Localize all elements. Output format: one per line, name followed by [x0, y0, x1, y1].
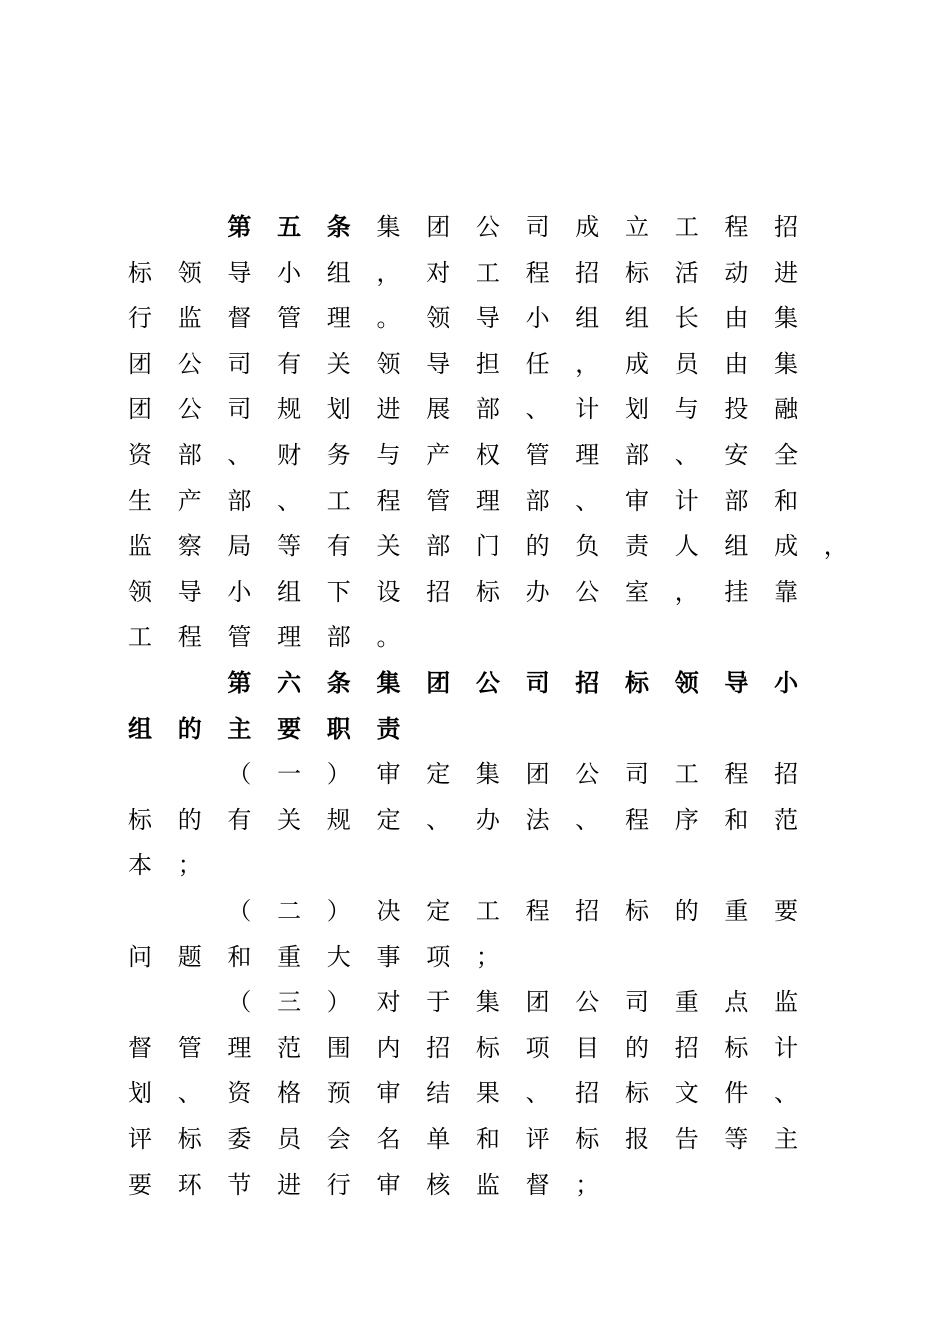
text-char: 条	[326, 212, 351, 241]
text-char: 立	[625, 213, 649, 241]
text-line	[0, 295, 950, 341]
text-char: 部	[525, 486, 550, 515]
text-char: 等	[277, 532, 302, 561]
text-char: 导	[724, 668, 749, 697]
text-char: 担	[475, 349, 500, 378]
text-char: 理	[227, 1033, 252, 1062]
text-char: 工	[674, 760, 699, 789]
text-char: 任	[525, 349, 550, 378]
text-char: 办	[475, 805, 500, 834]
text-char: 权	[475, 441, 500, 469]
text-char: 、	[525, 1079, 550, 1108]
text-char: 计	[575, 395, 600, 424]
text-char: 标	[724, 1033, 749, 1062]
text-char: 察	[177, 532, 202, 561]
text-char: 小	[277, 258, 302, 287]
text-char: 重	[674, 988, 699, 1017]
text-char: 主	[774, 1125, 799, 1153]
text-char: 程	[525, 258, 550, 287]
text-char: 主	[227, 713, 252, 743]
text-char: 导	[227, 258, 252, 287]
text-line	[0, 523, 950, 569]
text-char: 团	[426, 668, 451, 697]
text-char: 结	[426, 1079, 451, 1108]
text-char: 财	[277, 441, 302, 469]
text-char: 进	[277, 1170, 302, 1199]
text-char: 程	[724, 213, 749, 241]
text-char: 责	[625, 532, 649, 561]
text-char: 管	[227, 623, 252, 652]
text-char: 部	[326, 623, 351, 652]
text-char: ，	[674, 577, 699, 606]
text-char: 领	[128, 577, 152, 606]
text-char: 导	[426, 349, 451, 378]
text-char: 和	[724, 805, 749, 834]
text-char: 融	[774, 395, 799, 424]
text-char: 件	[724, 1079, 749, 1108]
text-char: 办	[525, 577, 550, 606]
text-char: 公	[177, 349, 202, 378]
text-char: 室	[625, 577, 649, 606]
text-line	[0, 614, 950, 660]
text-char: ；	[475, 942, 500, 971]
text-char: 与	[376, 441, 401, 469]
text-char: 要	[277, 713, 302, 743]
text-char: 公	[575, 577, 600, 606]
text-char: 全	[774, 441, 799, 469]
text-char: 下	[326, 577, 351, 606]
text-char: 五	[277, 212, 302, 241]
text-char: 重	[277, 942, 302, 971]
text-char: 会	[326, 1125, 351, 1153]
text-char: 公	[575, 988, 600, 1017]
text-char: 对	[376, 988, 401, 1017]
text-char: 招	[426, 577, 451, 606]
text-char: 要	[774, 897, 799, 925]
text-char: 内	[376, 1033, 401, 1062]
text-char: 的	[177, 805, 202, 834]
text-char: 决	[376, 897, 401, 925]
text-line	[0, 706, 950, 752]
text-line	[0, 1116, 950, 1162]
text-char: 节	[227, 1170, 252, 1199]
text-line	[0, 660, 950, 706]
text-char: 程	[525, 897, 550, 925]
text-char: 划	[326, 395, 351, 424]
text-line	[0, 569, 950, 615]
text-char: 标	[625, 668, 649, 697]
text-char: 工	[128, 623, 152, 652]
text-char: 报	[625, 1125, 649, 1153]
text-char: 大	[326, 942, 351, 971]
text-char: 靠	[774, 577, 799, 606]
text-char: 二	[277, 897, 302, 925]
text-char: ，	[575, 349, 600, 378]
text-char: （	[227, 897, 252, 925]
text-char: 招	[774, 213, 799, 241]
text-char: 司	[227, 395, 252, 424]
text-char: 关	[277, 805, 302, 834]
text-char: 的	[177, 713, 202, 743]
text-char: 司	[625, 760, 649, 789]
text-char: 产	[177, 486, 202, 515]
text-char: 理	[475, 486, 500, 515]
text-char: 范	[277, 1033, 302, 1062]
text-char: 工	[475, 258, 500, 287]
text-char: ）	[326, 988, 351, 1017]
text-char: 小	[774, 668, 799, 697]
text-char: 领	[426, 304, 451, 333]
text-char: 的	[525, 532, 550, 561]
text-char: 理	[326, 304, 351, 333]
text-char: 人	[674, 532, 699, 561]
text-char: 名	[376, 1125, 401, 1153]
text-char: 理	[575, 441, 600, 469]
text-char: 有	[326, 532, 351, 561]
text-line	[0, 1025, 950, 1071]
text-char: 导	[177, 577, 202, 606]
text-line	[0, 478, 950, 524]
text-char: 、	[674, 441, 699, 469]
text-char: 管	[426, 486, 451, 515]
text-char: 招	[774, 760, 799, 789]
text-char: 督	[227, 304, 252, 333]
text-char: 题	[177, 942, 202, 971]
text-char: 审	[376, 760, 401, 789]
text-char: 安	[724, 441, 749, 469]
text-char: 第	[227, 212, 252, 241]
text-char: 。	[376, 304, 401, 333]
text-char: 对	[426, 258, 451, 287]
text-char: 团	[128, 349, 152, 378]
text-char: 团	[525, 760, 550, 789]
text-char: 委	[227, 1125, 252, 1153]
text-line	[0, 797, 950, 843]
text-char: 点	[724, 988, 749, 1017]
text-char: 监	[475, 1170, 500, 1199]
text-char: 组	[128, 713, 152, 743]
text-char: 评	[128, 1125, 152, 1153]
text-char: 目	[575, 1033, 600, 1062]
text-char: 招	[575, 1079, 600, 1108]
text-char: 进	[376, 395, 401, 424]
text-char: 的	[625, 1033, 649, 1062]
text-char: 职	[326, 713, 351, 743]
text-char: 事	[376, 942, 401, 971]
text-char: 审	[376, 1170, 401, 1199]
text-char: 标	[128, 805, 152, 834]
text-char: 环	[177, 1170, 202, 1199]
text-char: 文	[674, 1079, 699, 1108]
text-char: 和	[774, 486, 799, 515]
text-char: 招	[575, 258, 600, 287]
text-char: 成	[575, 213, 600, 241]
text-char: 司	[227, 349, 252, 378]
text-char: 部	[625, 441, 649, 469]
text-char: 有	[227, 805, 252, 834]
text-char: 成	[625, 349, 649, 378]
text-char: 公	[177, 395, 202, 424]
text-char: 标	[625, 897, 649, 925]
text-char: 标	[625, 1079, 649, 1108]
text-char: 和	[227, 942, 252, 971]
text-char: 与	[674, 395, 699, 424]
text-char: 、	[277, 486, 302, 515]
text-char: 组	[724, 532, 749, 561]
text-char: 司	[525, 213, 550, 241]
text-char: 团	[128, 395, 152, 424]
text-char: 组	[277, 577, 302, 606]
text-char: 督	[128, 1033, 152, 1062]
text-char: 门	[475, 532, 500, 561]
text-char: 公	[475, 668, 500, 697]
text-char: 项	[525, 1033, 550, 1062]
text-char: 等	[724, 1125, 749, 1153]
text-char: 、	[227, 441, 252, 469]
text-char: 部	[475, 395, 500, 424]
text-char: 理	[277, 623, 302, 652]
text-char: 导	[475, 304, 500, 333]
text-line	[0, 751, 950, 797]
text-char: 行	[128, 304, 152, 333]
text-char: 组	[575, 304, 600, 333]
text-char: 领	[376, 349, 401, 378]
text-char: 、	[525, 395, 550, 424]
text-char: 标	[475, 1033, 500, 1062]
text-line	[0, 250, 950, 296]
text-char: 法	[525, 805, 550, 834]
text-char: 本	[128, 851, 152, 880]
text-char: 工	[326, 486, 351, 515]
text-char: 活	[674, 258, 699, 287]
text-char: 管	[177, 1033, 202, 1062]
text-char: 招	[426, 1033, 451, 1062]
text-line	[0, 386, 950, 432]
text-char: 挂	[724, 577, 749, 606]
text-line	[0, 842, 950, 888]
text-char: 招	[674, 1033, 699, 1062]
text-char: 由	[724, 349, 749, 378]
text-char: 审	[376, 1079, 401, 1108]
text-char: 长	[674, 304, 699, 333]
text-char: 小	[525, 304, 550, 333]
text-char: 重	[724, 897, 749, 925]
text-char: 划	[128, 1079, 152, 1108]
text-char: 集	[475, 760, 500, 789]
text-char: 负	[575, 532, 600, 561]
text-char: 设	[376, 577, 401, 606]
text-char: 部	[724, 486, 749, 515]
text-char: 的	[674, 897, 699, 925]
text-char: ，	[376, 258, 401, 287]
text-char: 组	[326, 258, 351, 287]
text-char: 组	[625, 304, 649, 333]
text-line	[0, 934, 950, 980]
text-char: 程	[625, 805, 649, 834]
text-char: 评	[525, 1125, 550, 1153]
text-char: 程	[724, 760, 749, 789]
text-char: 规	[277, 395, 302, 424]
text-char: 要	[128, 1170, 152, 1199]
text-char: 展	[426, 395, 451, 424]
text-char: 责	[376, 713, 401, 743]
text-line	[0, 432, 950, 478]
text-char: 部	[227, 486, 252, 515]
text-char: ）	[326, 760, 351, 789]
text-char: 、	[426, 805, 451, 834]
text-char: 范	[774, 805, 799, 834]
text-char: 标	[625, 258, 649, 287]
text-char: ；	[575, 1170, 600, 1199]
text-char: 审	[625, 486, 649, 515]
text-char: 集	[475, 988, 500, 1017]
text-char: 六	[277, 668, 302, 697]
text-char: 围	[326, 1033, 351, 1062]
text-char: 监	[177, 304, 202, 333]
text-char: 集	[376, 213, 401, 241]
text-char: 、	[177, 1079, 202, 1108]
text-char: 领	[674, 668, 699, 697]
text-char: ）	[326, 897, 351, 925]
text-char: 于	[426, 988, 451, 1017]
text-char: 单	[426, 1125, 451, 1153]
text-char: 标	[575, 1125, 600, 1153]
text-char: ，	[823, 532, 848, 561]
text-char: 序	[674, 805, 699, 834]
text-char: 、	[774, 1079, 799, 1108]
text-char: 部	[177, 441, 202, 469]
text-char: 标	[177, 1125, 202, 1153]
text-line	[0, 204, 950, 250]
text-char: 果	[475, 1079, 500, 1108]
text-char: 投	[724, 395, 749, 424]
text-char: 司	[625, 988, 649, 1017]
text-char: 一	[277, 760, 302, 789]
text-line	[0, 979, 950, 1025]
text-char: 局	[227, 532, 252, 561]
text-char: 工	[475, 897, 500, 925]
text-char: 监	[128, 532, 152, 561]
text-char: 动	[724, 258, 749, 287]
text-char: 程	[177, 623, 202, 652]
text-char: 团	[426, 213, 451, 241]
text-char: 小	[227, 577, 252, 606]
text-char: 公	[475, 213, 500, 241]
text-char: 计	[774, 1033, 799, 1062]
text-char: 、	[575, 486, 600, 515]
text-char: 、	[575, 805, 600, 834]
text-char: 行	[326, 1170, 351, 1199]
text-line	[0, 888, 950, 934]
text-char: 定	[376, 805, 401, 834]
text-char: 关	[376, 532, 401, 561]
text-char: 务	[326, 441, 351, 469]
text-char: 预	[326, 1079, 351, 1108]
text-char: 集	[774, 349, 799, 378]
text-char: 部	[426, 532, 451, 561]
text-char: 司	[525, 668, 550, 697]
text-char: 公	[575, 760, 600, 789]
text-char: 定	[426, 760, 451, 789]
text-char: 三	[277, 988, 302, 1017]
text-char: 招	[575, 897, 600, 925]
text-char: 规	[326, 805, 351, 834]
text-char: 有	[277, 349, 302, 378]
text-char: （	[227, 760, 252, 789]
text-char: 。	[376, 623, 401, 652]
text-char: 程	[376, 486, 401, 515]
text-char: 项	[426, 942, 451, 971]
text-line	[0, 1070, 950, 1116]
text-char: 工	[674, 213, 699, 241]
text-char: 生	[128, 486, 152, 515]
text-char: 团	[525, 988, 550, 1017]
text-char: （	[227, 988, 252, 1017]
text-char: ；	[177, 851, 202, 880]
text-char: 进	[774, 258, 799, 287]
text-char: 问	[128, 942, 152, 971]
text-char: 计	[674, 486, 699, 515]
text-char: 员	[674, 349, 699, 378]
text-char: 核	[426, 1170, 451, 1199]
text-char: 集	[774, 304, 799, 333]
text-char: 成	[774, 532, 799, 561]
text-char: 监	[774, 988, 799, 1017]
text-char: 领	[177, 258, 202, 287]
text-char: 资	[128, 441, 152, 469]
text-char: 第	[227, 668, 252, 697]
text-char: 资	[227, 1079, 252, 1108]
text-char: 由	[724, 304, 749, 333]
text-char: 督	[525, 1170, 550, 1199]
text-char: 招	[575, 668, 600, 697]
text-char: 格	[277, 1079, 302, 1108]
text-char: 产	[426, 441, 451, 469]
text-char: 标	[128, 258, 152, 287]
text-char: 管	[525, 441, 550, 469]
text-line	[0, 341, 950, 387]
text-char: 管	[277, 304, 302, 333]
text-char: 和	[475, 1125, 500, 1153]
text-char: 员	[277, 1125, 302, 1153]
text-line	[0, 1162, 950, 1208]
text-char: 关	[326, 349, 351, 378]
text-char: 条	[326, 668, 351, 697]
text-char: 告	[674, 1125, 699, 1153]
text-char: 定	[426, 897, 451, 925]
text-char: 标	[475, 577, 500, 606]
text-char: 集	[376, 668, 401, 697]
text-char: 划	[625, 395, 649, 424]
